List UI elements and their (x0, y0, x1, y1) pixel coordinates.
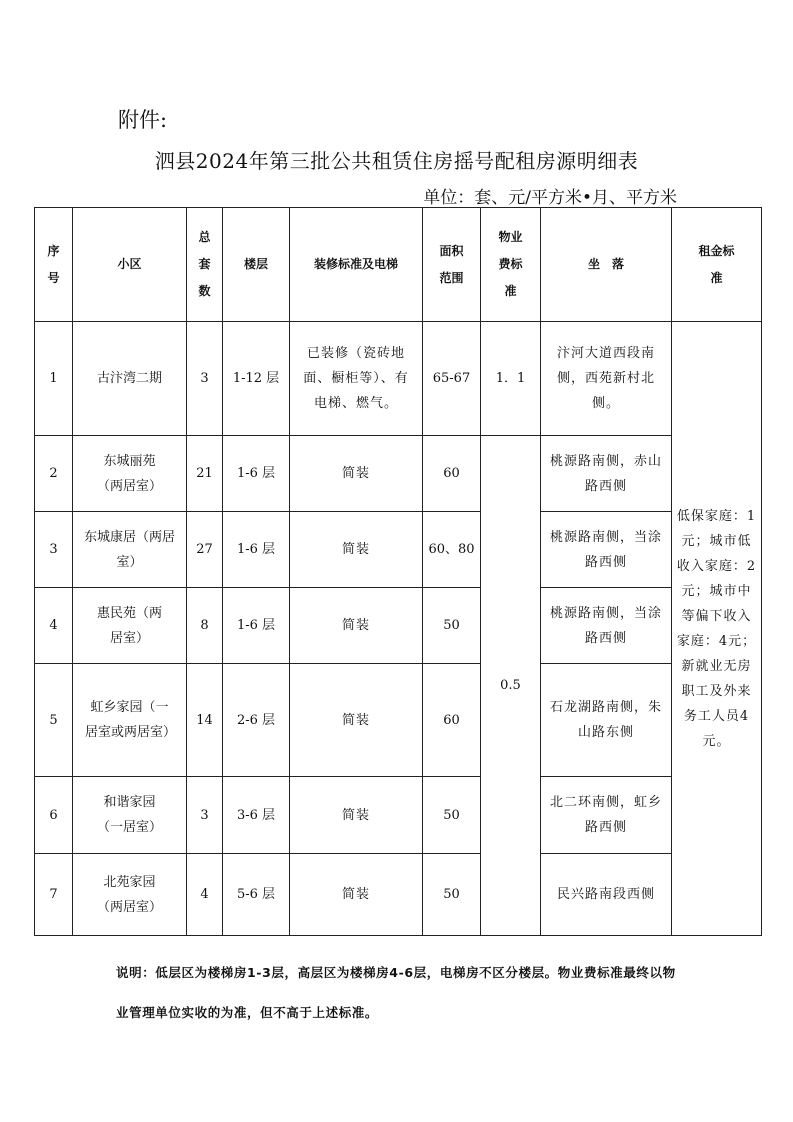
header-row (35, 208, 762, 322)
row-fee: 1．1 (481, 322, 541, 436)
row-floor: 1-12 层 (223, 322, 290, 436)
table-row (35, 777, 762, 854)
table-row (35, 512, 762, 588)
header-total: 总套数 (187, 208, 223, 322)
header-location: 坐 落 (541, 208, 672, 322)
row-area: 50 (423, 854, 481, 936)
row-area: 65-67 (423, 322, 481, 436)
unit-note: 单位：套、元/平方米•月、平方米 (423, 188, 677, 208)
row-decoration: 简装 (290, 588, 423, 664)
row-seq: 1 (35, 322, 73, 436)
header-floor: 楼层 (223, 208, 290, 322)
row-seq: 3 (35, 512, 73, 588)
row-area: 60 (423, 436, 481, 512)
table-row (35, 436, 762, 512)
row-total: 21 (187, 436, 223, 512)
row-community: 东城康居（两居室） (73, 512, 187, 588)
row-decoration: 已装修（瓷砖地面、橱柜等）、有电梯、燃气。 (290, 322, 423, 436)
row-location: 桃源路南侧，当涂路西侧 (541, 512, 672, 588)
row-area: 50 (423, 777, 481, 854)
header-fee: 物业费标准 (481, 208, 541, 322)
row-area: 60 (423, 664, 481, 777)
document-title: 泗县2024年第三批公共租赁住房摇号配租房源明细表 (154, 149, 639, 173)
rent-standard: 低保家庭：1元；城市低收入家庭：2元；城市中等偏下收入家庭：4元；新就业无房职工及外来务工人员4元。 (672, 322, 762, 936)
row-community: 北苑家园（两居室） (73, 854, 187, 936)
row-total: 27 (187, 512, 223, 588)
row-location: 石龙湖路南侧，朱山路东侧 (541, 664, 672, 777)
table-row (35, 664, 762, 777)
header-rent: 租金标准 (672, 208, 762, 322)
row-total: 3 (187, 322, 223, 436)
row-community: 虹乡家园（一居室或两居室） (73, 664, 187, 777)
row-location: 桃源路南侧，赤山路西侧 (541, 436, 672, 512)
row-decoration: 简装 (290, 664, 423, 777)
row-floor: 1-6 层 (223, 588, 290, 664)
row-floor: 5-6 层 (223, 854, 290, 936)
table-row (35, 588, 762, 664)
row-floor: 1-6 层 (223, 436, 290, 512)
table-row (35, 854, 762, 936)
row-community: 惠民苑（两居室） (73, 588, 187, 664)
table-row (35, 322, 762, 436)
header-area: 面积范围 (423, 208, 481, 322)
row-location: 北二环南侧，虹乡路西侧 (541, 777, 672, 854)
row-community: 东城丽苑（两居室） (73, 436, 187, 512)
row-location: 桃源路南侧，当涂路西侧 (541, 588, 672, 664)
row-seq: 2 (35, 436, 73, 512)
row-community: 古汴湾二期 (73, 322, 187, 436)
row-area: 60、80 (423, 512, 481, 588)
header-seq: 序号 (35, 208, 73, 322)
row-decoration: 简装 (290, 512, 423, 588)
row-floor: 3-6 层 (223, 777, 290, 854)
row-seq: 6 (35, 777, 73, 854)
attachment-label: 附件: (118, 108, 168, 132)
row-location: 汴河大道西段南侧，西苑新村北侧。 (541, 322, 672, 436)
header-decoration: 装修标准及电梯 (290, 208, 423, 322)
shared-property-fee: 0.5 (481, 436, 541, 936)
row-total: 14 (187, 664, 223, 777)
housing-table (34, 207, 762, 936)
footnote: 说明：低层区为楼梯房1-3层，高层区为楼梯房4-6层，电梯房不区分楼层。物业费标准最终以物业管理单位实收的为准，但不高于上述标准。 (116, 965, 676, 1020)
header-community: 小区 (73, 208, 187, 322)
row-total: 8 (187, 588, 223, 664)
row-floor: 2-6 层 (223, 664, 290, 777)
row-seq: 7 (35, 854, 73, 936)
row-location: 民兴路南段西侧 (541, 854, 672, 936)
row-decoration: 简装 (290, 854, 423, 936)
row-floor: 1-6 层 (223, 512, 290, 588)
row-area: 50 (423, 588, 481, 664)
row-total: 3 (187, 777, 223, 854)
row-total: 4 (187, 854, 223, 936)
row-decoration: 简装 (290, 777, 423, 854)
row-community: 和谐家园（一居室） (73, 777, 187, 854)
row-decoration: 简装 (290, 436, 423, 512)
row-seq: 4 (35, 588, 73, 664)
row-seq: 5 (35, 664, 73, 777)
